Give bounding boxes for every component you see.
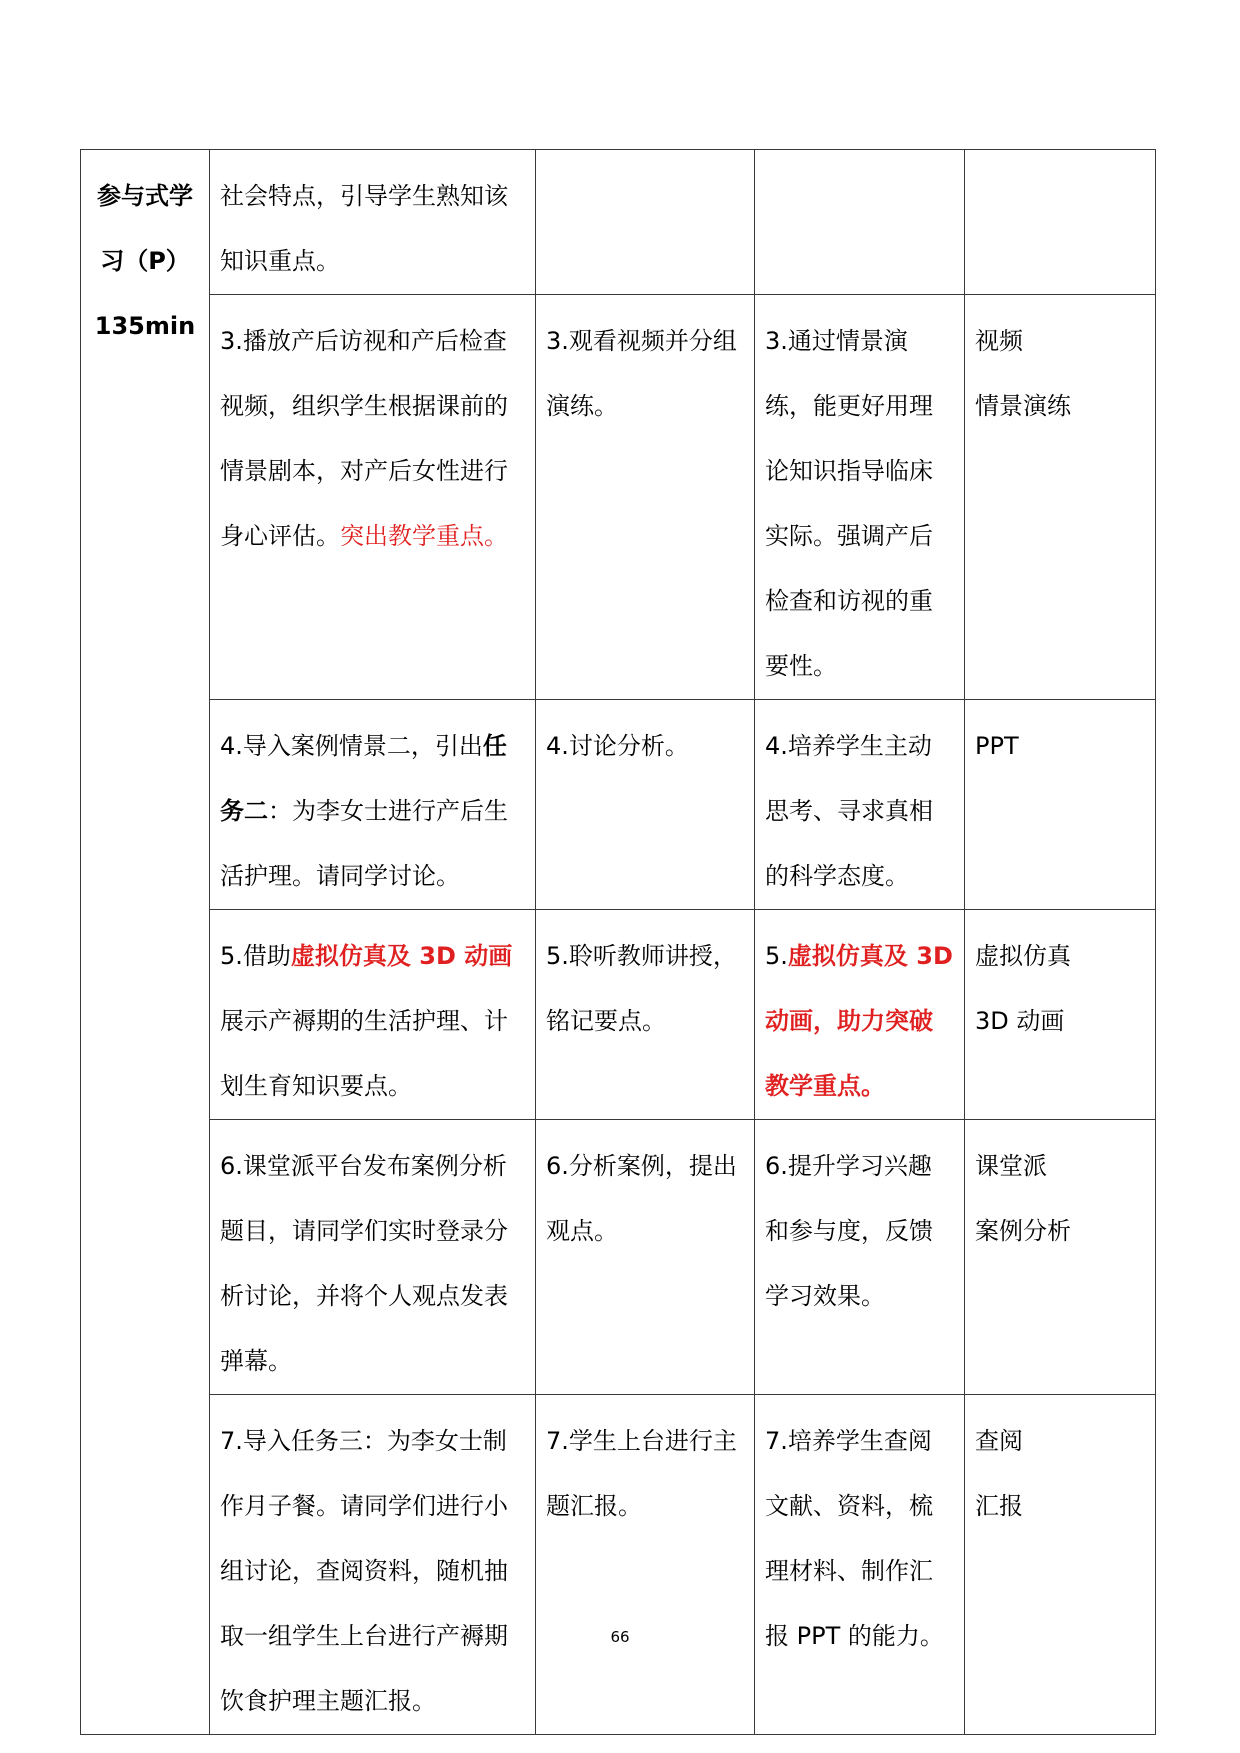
teacher-activity-text: 知识重点。 (220, 247, 340, 275)
resource-cell (965, 150, 1156, 295)
teacher-activity-text: 4.导入案例情景二，引出 (220, 732, 483, 760)
resource-item: 情景演练 (975, 392, 1071, 420)
table-row (81, 1120, 1156, 1395)
stage-label-line1: 参与式学 (97, 182, 193, 210)
resource-item: 3D 动画 (975, 1007, 1065, 1035)
design-intent-cell: 6.提升学习兴趣和参与度，反馈学习效果。 (755, 1120, 965, 1395)
table-row (81, 700, 1156, 910)
design-intent-cell: 3.通过情景演练，能更好用理论知识指导临床实际。强调产后检查和访视的重要性。 (755, 295, 965, 700)
resource-item: 课堂派 (975, 1152, 1047, 1180)
resource-item: 汇报 (975, 1492, 1023, 1520)
design-intent-cell (755, 150, 965, 295)
resource-item: 查阅 (975, 1427, 1023, 1455)
stage-label-line2: 习（P） (100, 247, 190, 275)
student-activity-cell: 4.讨论分析。 (536, 700, 755, 910)
table-row (81, 295, 1156, 700)
teacher-activity-text: 社会特点，引导学生熟知该 (220, 182, 508, 210)
design-intent-cell: 4.培养学生主动思考、寻求真相的科学态度。 (755, 700, 965, 910)
design-intent-text: 5. (765, 942, 788, 970)
table-row (81, 1395, 1156, 1735)
resource-cell (965, 1120, 1156, 1395)
table-row (81, 910, 1156, 1120)
stage-cell (81, 150, 210, 1735)
resource-cell (965, 1395, 1156, 1735)
page-number: 66 (610, 1628, 630, 1646)
resource-cell (965, 910, 1156, 1120)
key-point-highlight: 虚拟仿真及 3D 动画，助力突破教学重点。 (765, 942, 953, 1100)
teacher-activity-cell: 6.课堂派平台发布案例分析题目，请同学们实时登录分析讨论，并将个人观点发表弹幕。 (210, 1120, 536, 1395)
teacher-activity-text: 5.借助 (220, 942, 291, 970)
teacher-activity-cell (210, 910, 536, 1120)
student-activity-cell: 3.观看视频并分组演练。 (536, 295, 755, 700)
teacher-activity-text: 3.播放产后访视和产后检查视频，组织学生根据课前的情景剧本，对产后女性进行身心评估。 (220, 327, 508, 550)
student-activity-cell: 7.学生上台进行主题汇报。 (536, 1395, 755, 1735)
teacher-activity-cell (210, 295, 536, 700)
resource-cell (965, 295, 1156, 700)
teacher-activity-cell (210, 150, 536, 295)
student-activity-cell (536, 150, 755, 295)
teacher-activity-text: ：为李女士进行产后生活护理。请同学讨论。 (220, 797, 508, 890)
lesson-plan-table (80, 149, 1156, 1735)
task-label: 任务二 (220, 732, 507, 825)
design-intent-cell (755, 910, 965, 1120)
teacher-activity-cell (210, 700, 536, 910)
resource-item: 虚拟仿真 (975, 942, 1071, 970)
resource-item: 案例分析 (975, 1217, 1071, 1245)
teacher-activity-text: 展示产褥期的生活护理、计划生育知识要点。 (220, 1007, 508, 1100)
key-point-highlight: 突出教学重点。 (340, 522, 508, 550)
stage-duration: 135min (94, 312, 196, 340)
design-intent-cell: 7.培养学生查阅文献、资料，梳理材料、制作汇报 PPT 的能力。 (755, 1395, 965, 1735)
key-point-highlight: 虚拟仿真及 3D 动画 (290, 942, 513, 970)
teacher-activity-cell: 7.导入任务三：为李女士制作月子餐。请同学们进行小组讨论，查阅资料，随机抽取一组学生上台进行产褥期饮食护理主题汇报。 (210, 1395, 536, 1735)
resource-item: 视频 (975, 327, 1023, 355)
student-activity-cell: 6.分析案例，提出观点。 (536, 1120, 755, 1395)
resource-cell: PPT (965, 700, 1156, 910)
table-row (81, 150, 1156, 295)
student-activity-cell: 5.聆听教师讲授，铭记要点。 (536, 910, 755, 1120)
